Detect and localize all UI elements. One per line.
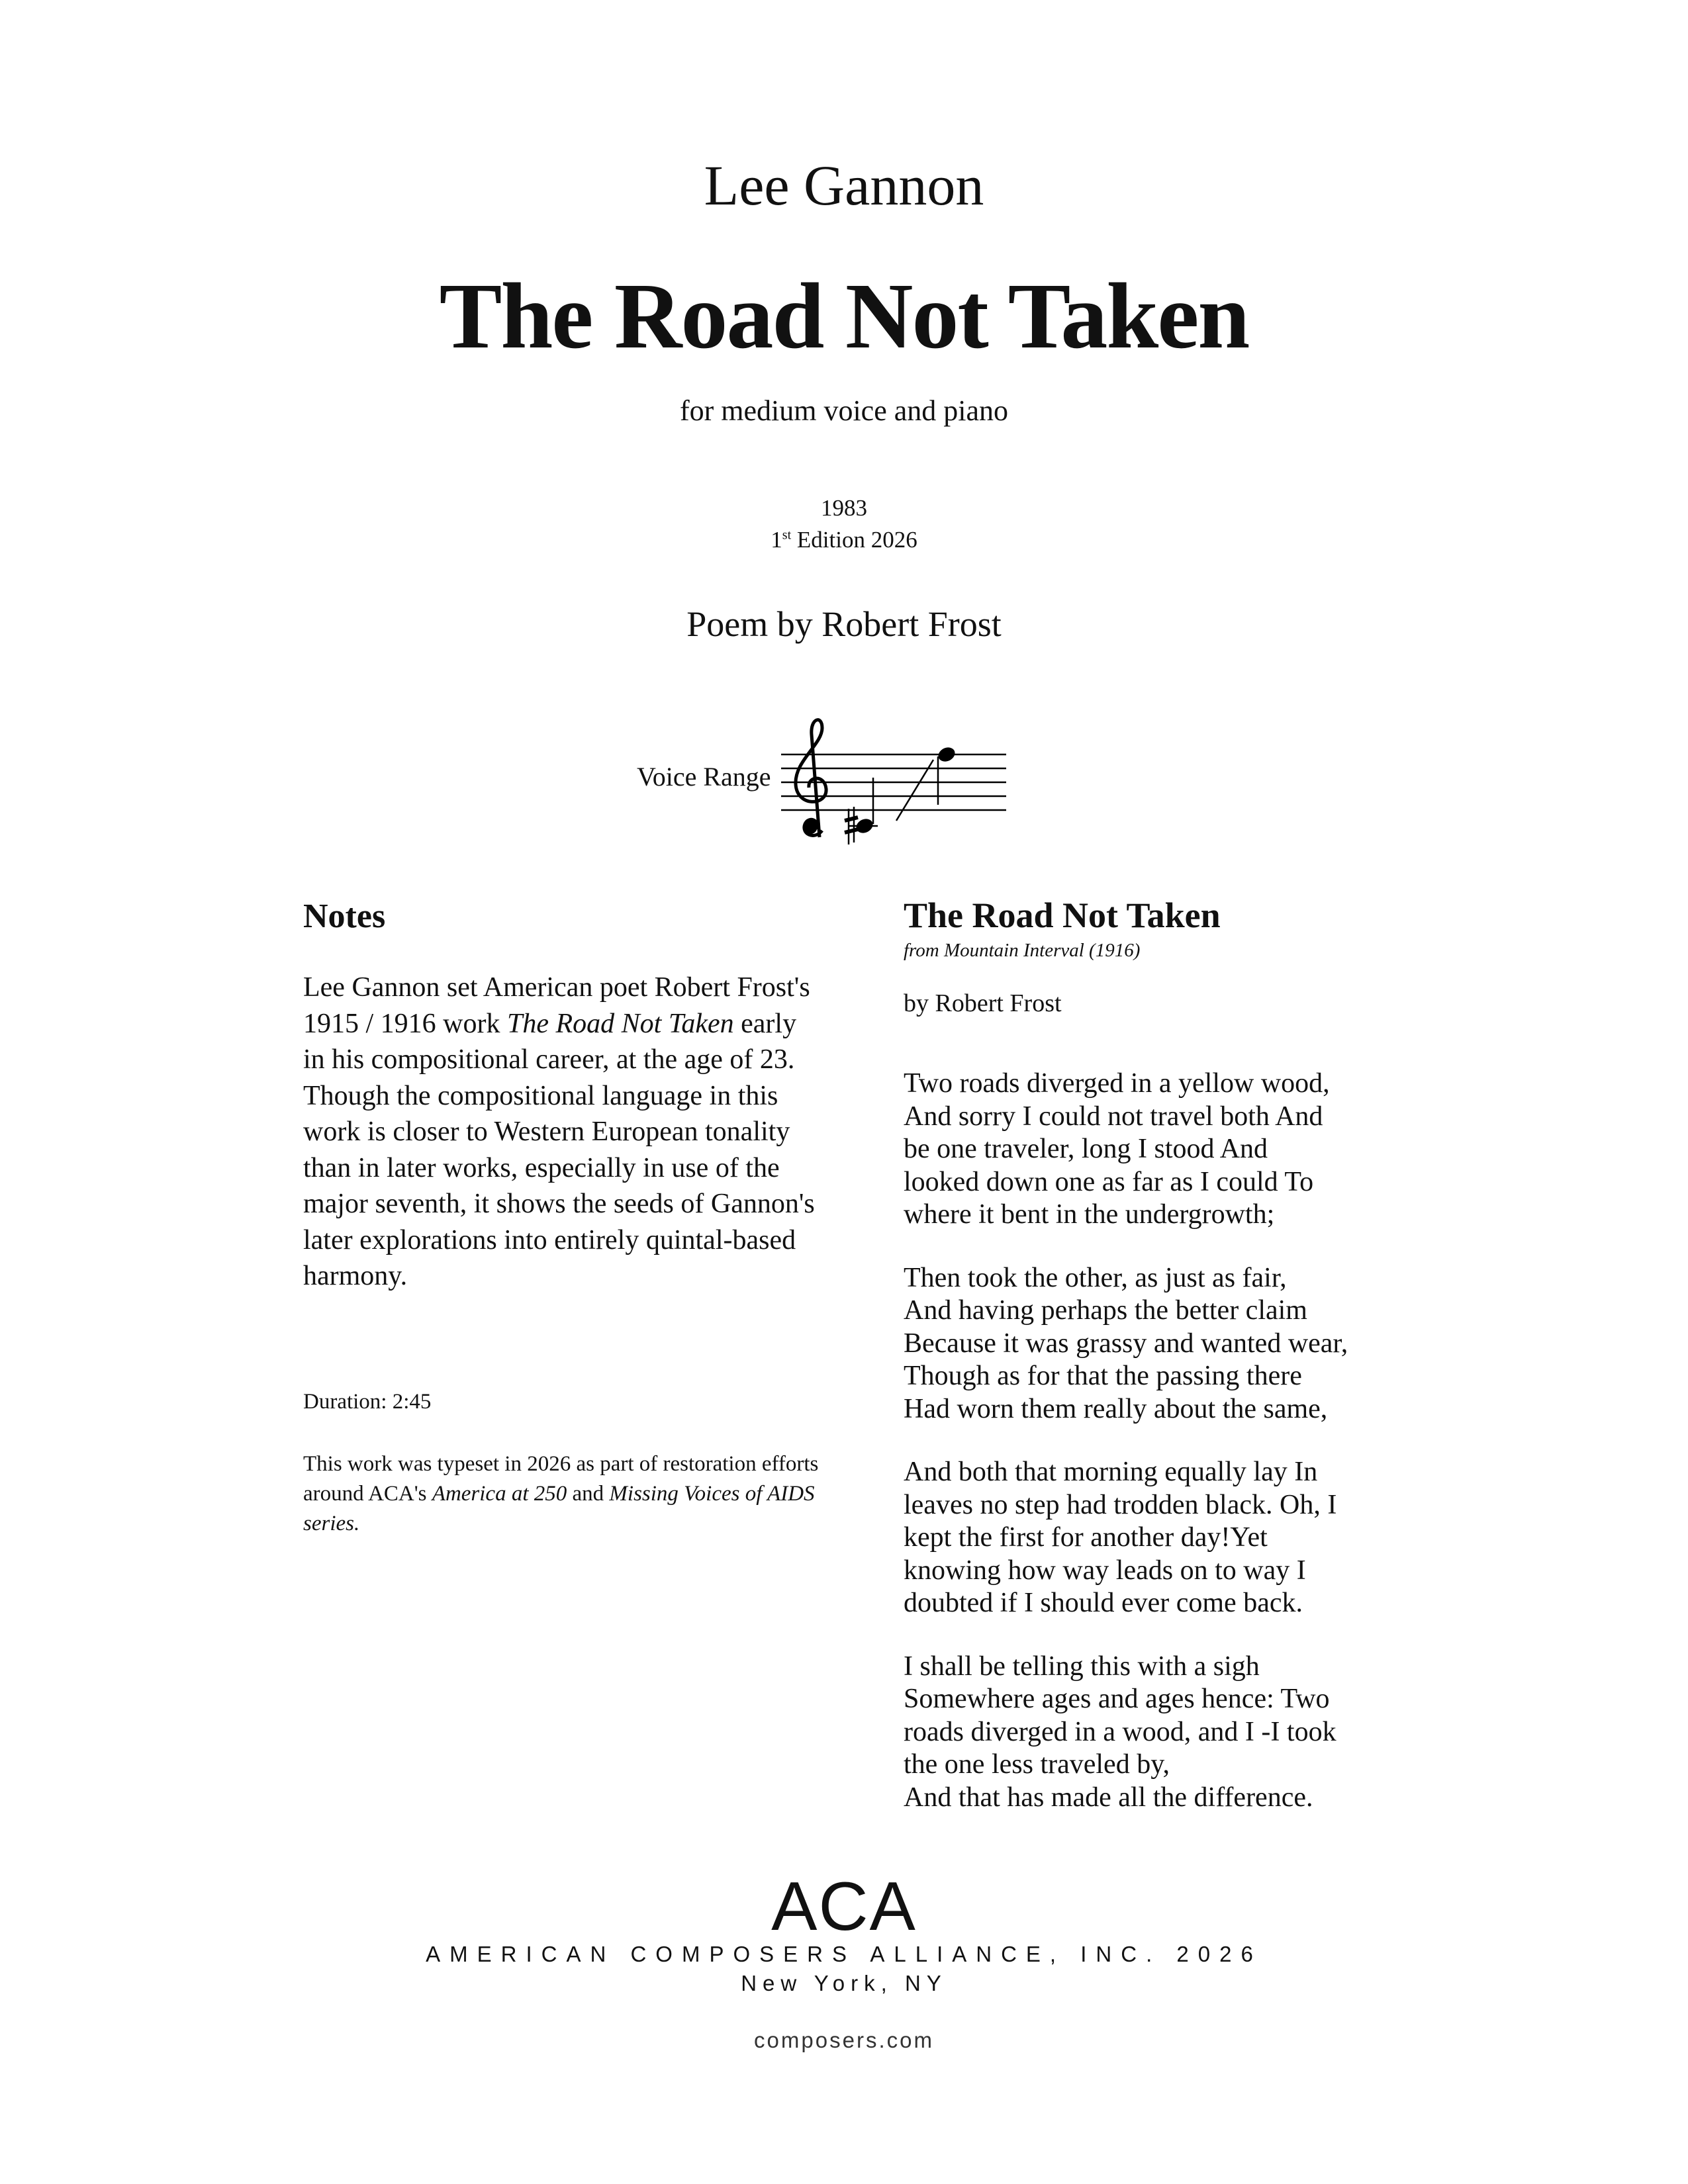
poem-line: leaves no step had trodden black. Oh, I xyxy=(904,1489,1337,1520)
typeset-and: and xyxy=(567,1482,610,1506)
edition-line xyxy=(0,527,1688,553)
poem-line: where it bent in the undergrowth; xyxy=(904,1199,1275,1230)
poem-heading: The Road Not Taken xyxy=(904,895,1221,935)
notes-work-title: The Road Not Taken xyxy=(507,1008,734,1039)
voice-range-staff xyxy=(781,715,1019,854)
poem-stanza xyxy=(904,1651,1446,1815)
instrumentation: for medium voice and piano xyxy=(679,394,1009,427)
poem-line: knowing how way leads on to way I xyxy=(904,1555,1306,1586)
poem-line: I shall be telling this with a sigh xyxy=(904,1651,1260,1682)
poem-line: Had worn them really about the same, xyxy=(904,1393,1328,1424)
composition-year: 1983 xyxy=(821,495,867,521)
typeset-text: This work was typeset in 2026 as part of restoration efforts around ACA's xyxy=(303,1452,819,1506)
low-note xyxy=(849,778,878,836)
poem-author: by Robert Frost xyxy=(904,989,1062,1017)
aca-logo: ACA xyxy=(771,1868,917,1945)
work-title: The Road Not Taken xyxy=(439,263,1249,368)
notes-body xyxy=(303,970,820,1295)
notes-text: Lee Gannon set American poet Robert Frost's 1915 / 1916 work xyxy=(303,972,810,1039)
notes-text-cont: early in his compositional career, at the age of 23. Though the compositional language in this work is closer to Western European tonality than in later works, especially in use of the major seventh, it shows the seeds of Gannon's later explorations into entirely quintal-based harmony. xyxy=(303,1008,815,1291)
poem-line: And having perhaps the better claim xyxy=(904,1295,1307,1326)
poem-line: doubted if I should ever come back. xyxy=(904,1588,1303,1618)
treble-clef-icon xyxy=(796,720,826,837)
publisher-website[interactable]: composers.com xyxy=(754,2028,934,2052)
poem-line: And both that morning equally lay In xyxy=(904,1457,1318,1487)
typeset-note xyxy=(303,1449,820,1539)
composer-name: Lee Gannon xyxy=(704,154,984,217)
poem-line: Though as for that the passing there xyxy=(904,1361,1302,1391)
voice-range-label: Voice Range xyxy=(637,762,771,792)
notes-heading: Notes xyxy=(303,897,386,935)
poem-line: kept the first for another day!Yet xyxy=(904,1522,1268,1553)
poem-line: the one less traveled by, xyxy=(904,1749,1170,1780)
series-america-250: America at 250 xyxy=(432,1482,567,1506)
edition-suffix: st xyxy=(782,527,792,543)
publisher-city: New York, NY xyxy=(741,1971,947,1995)
poem-line: looked down one as far as I could To xyxy=(904,1166,1314,1197)
poem-source: from Mountain Interval (1916) xyxy=(904,940,1141,961)
duration: Duration: 2:45 xyxy=(303,1390,432,1414)
edition-text: Edition 2026 xyxy=(791,527,917,553)
poem-line: Somewhere ages and ages hence: Two xyxy=(904,1684,1330,1714)
poet-credit: Poem by Robert Frost xyxy=(686,604,1002,644)
poem-stanza xyxy=(904,1068,1446,1232)
poem-line: roads diverged in a wood, and I -I took xyxy=(904,1716,1336,1747)
publisher-name: AMERICAN COMPOSERS ALLIANCE, INC. 2026 xyxy=(426,1942,1262,1966)
poem-line: And that has made all the difference. xyxy=(904,1782,1313,1813)
poem-text xyxy=(904,1068,1446,1844)
poem-line: be one traveler, long I stood And xyxy=(904,1134,1268,1164)
poem-stanza xyxy=(904,1456,1446,1620)
edition-ordinal: 1 xyxy=(771,527,782,553)
series-missing-voices: Missing Voices of AIDS series. xyxy=(303,1482,815,1535)
poem-line: Two roads diverged in a yellow wood, xyxy=(904,1068,1330,1099)
poem-line: And sorry I could not travel both And xyxy=(904,1101,1323,1132)
poem-line: Then took the other, as just as fair, xyxy=(904,1262,1287,1293)
poem-line: Because it was grassy and wanted wear, xyxy=(904,1328,1348,1359)
poem-stanza xyxy=(904,1262,1446,1426)
